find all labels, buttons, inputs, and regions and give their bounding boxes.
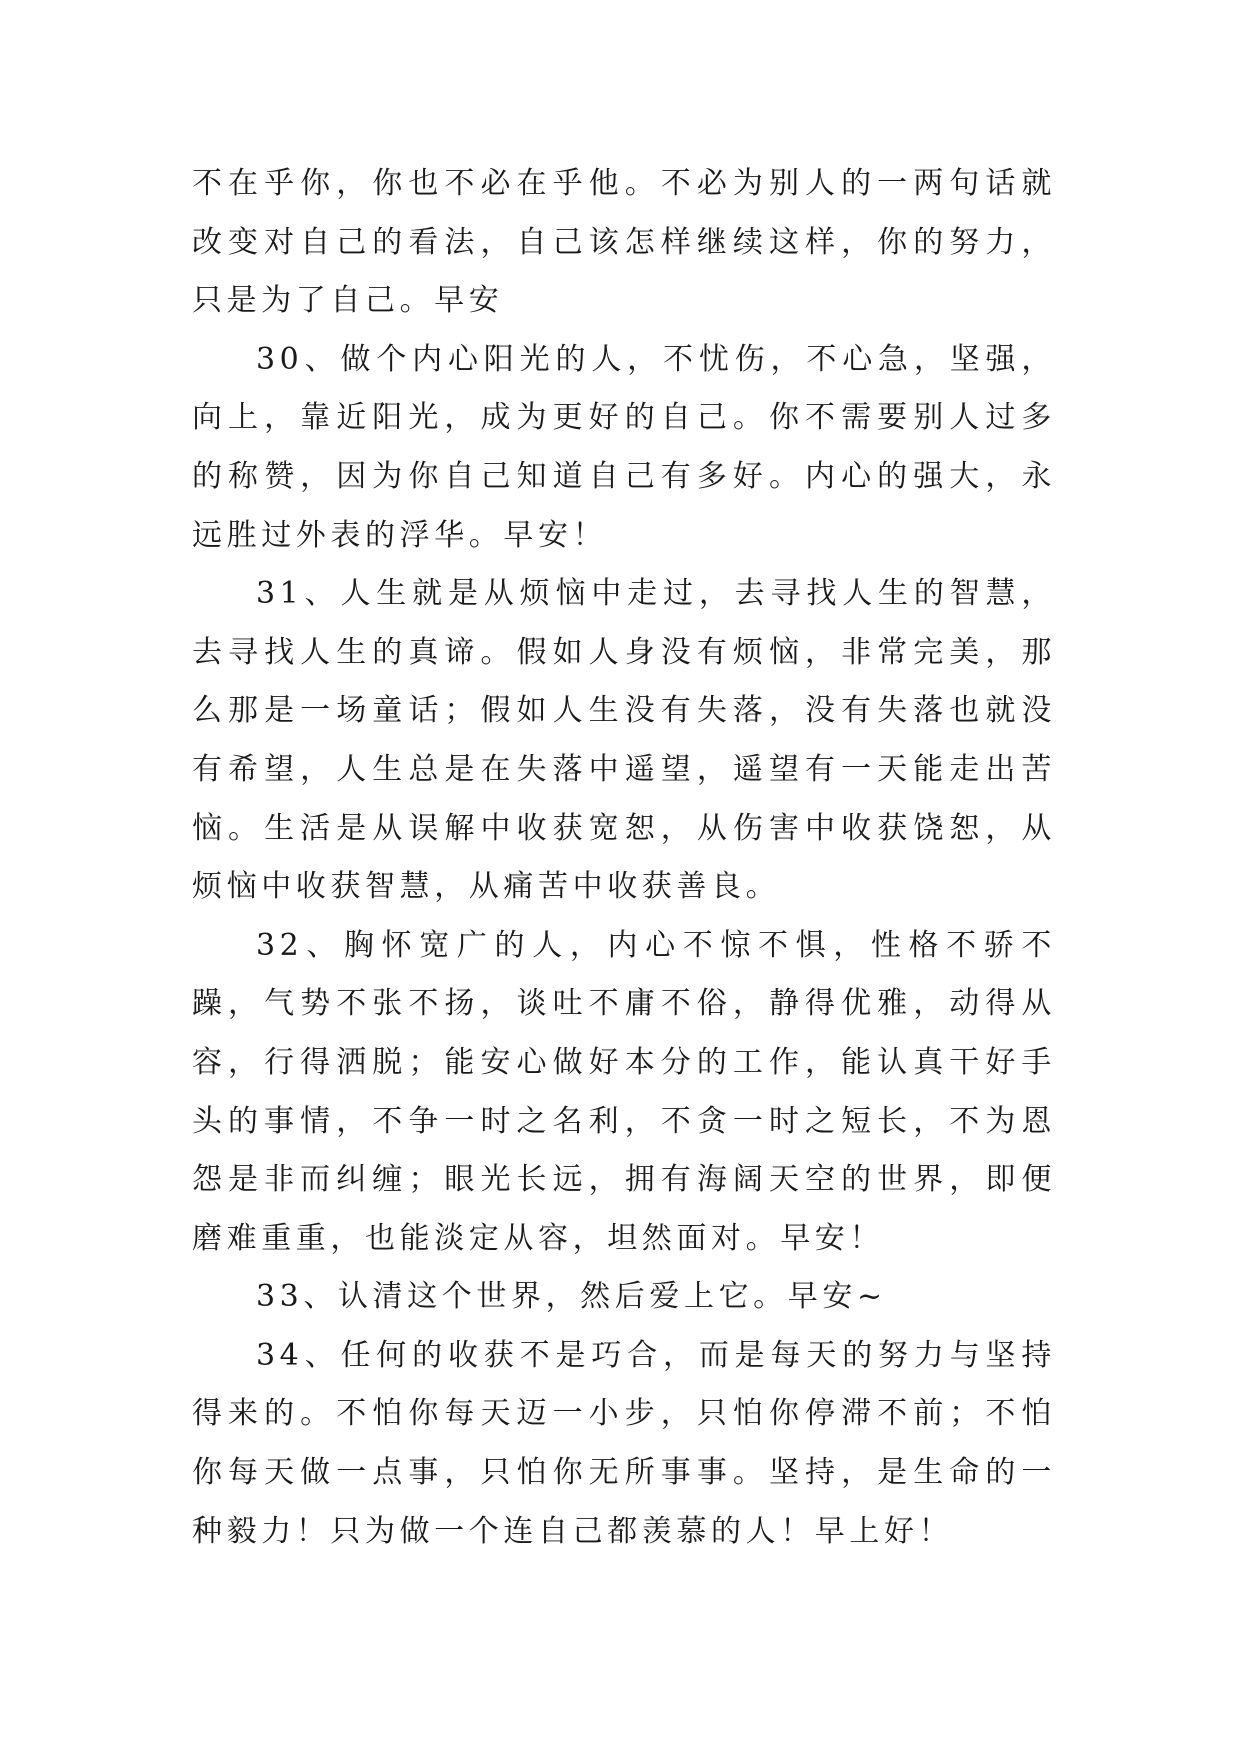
paragraph-32: 32、胸怀宽广的人，内心不惊不惧，性格不骄不躁，气势不张不扬，谈吐不庸不俗，静得优雅，动得从容，行得洒脱；能安心做好本分的工作，能认真干好手头的事情，不争一时之名利，不贪一时之短长，不为恩怨是非而纠缠；眼光长远，拥有海阔天空的世界，即便磨难重重，也能淡定从容，坦然面对。早安！	[192, 927, 1056, 1256]
document-body	[192, 155, 1056, 1561]
paragraph-33: 33、认清这个世界，然后爱上它。早安~	[256, 1279, 887, 1315]
paragraph-34: 34、任何的收获不是巧合，而是每天的努力与坚持得来的。不怕你每天迈一小步，只怕你停滞不前；不怕你每天做一点事，只怕你无所事事。坚持，是生命的一种毅力！只为做一个连自己都羡慕的人！早上好！	[192, 1337, 1056, 1549]
paragraph-30: 30、做个内心阳光的人，不忧伤，不心急，坚强，向上，靠近阳光，成为更好的自己。你不需要别人过多的称赞，因为你自己知道自己有多好。内心的强大，永远胜过外表的浮华。早安！	[192, 341, 1056, 553]
paragraph-31: 31、人生就是从烦恼中走过，去寻找人生的智慧，去寻找人生的真谛。假如人身没有烦恼，非常完美，那么那是一场童话；假如人生没有失落，没有失落也就没有希望，人生总是在失落中遥望，遥望有一天能走出苦恼。生活是从误解中收获宽恕，从伤害中收获饶恕，从烦恼中收获智慧，从痛苦中收获善良。	[192, 576, 1056, 905]
paragraph-29-continuation: 不在乎你，你也不必在乎他。不必为别人的一两句话就改变对自己的看法，自己该怎样继续这样，你的努力，只是为了自己。早安	[192, 166, 1056, 319]
